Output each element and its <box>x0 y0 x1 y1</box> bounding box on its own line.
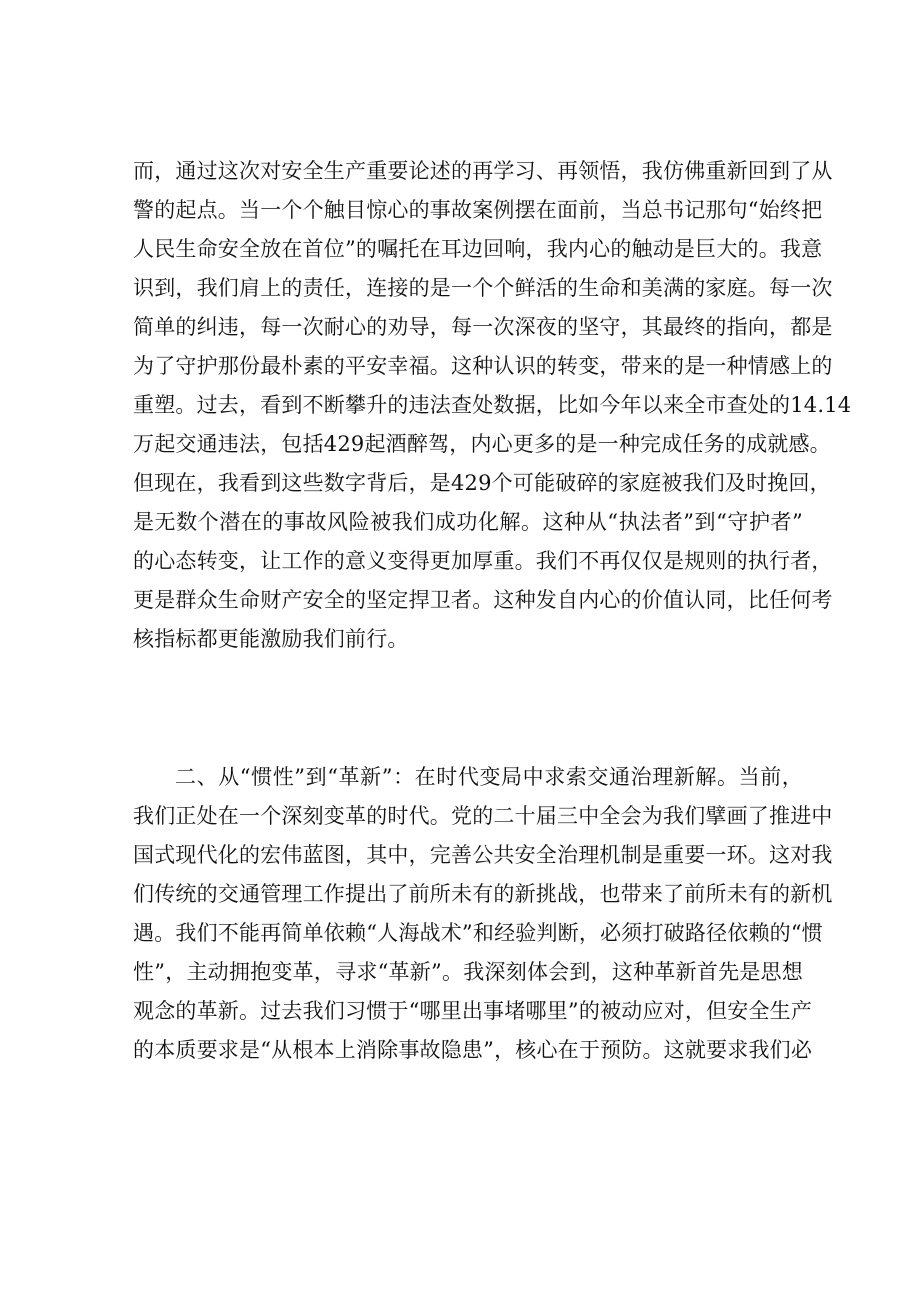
text-line: 国式现代化的宏伟蓝图，其中，完善公共安全治理机制是重要一环。这对我 <box>133 843 833 867</box>
text-line: 是无数个潜在的事故风险被我们成功化解。这种从“执法者”到“守护者” <box>133 510 803 534</box>
text-line: 识到，我们肩上的责任，连接的是一个个鲜活的生命和美满的家庭。每一次 <box>133 276 833 300</box>
text-line: 人民生命安全放在首位”的嘱托在耳边回响，我内心的触动是巨大的。我意 <box>133 237 823 261</box>
text-line: 重塑。过去，看到不断攀升的违法查处数据，比如今年以来全市查处的14.14 <box>133 393 852 417</box>
paragraph-section-two <box>133 758 833 1070</box>
text-line: 警的起点。当一个个触目惊心的事故案例摆在面前，当总书记那句“始终把 <box>133 198 823 222</box>
text-line: 为了守护那份最朴素的平安幸福。这种认识的转变，带来的是一种情感上的 <box>133 354 833 378</box>
text-line: 更是群众生命财产安全的坚定捍卫者。这种发自内心的价值认同，比任何考 <box>133 588 833 612</box>
text-line: 而，通过这次对安全生产重要论述的再学习、再领悟，我仿佛重新回到了从 <box>133 159 833 183</box>
text-line: 遇。我们不能再简单依赖“人海战术”和经验判断，必须打破路径依赖的“惯 <box>133 921 824 945</box>
text-line: 但现在，我看到这些数字背后，是429个可能破碎的家庭被我们及时挽回， <box>133 471 831 495</box>
text-line: 的本质要求是“从根本上消除事故隐患”，核心在于预防。这就要求我们必 <box>133 1038 813 1062</box>
text-line: 观念的革新。过去我们习惯于“哪里出事堵哪里”的被动应对，但安全生产 <box>133 999 813 1023</box>
section-heading-line: 二、从“惯性”到“革新”：在时代变局中求索交通治理新解。当前， <box>175 765 803 789</box>
text-line: 我们正处在一个深刻变革的时代。党的二十届三中全会为我们擘画了推进中 <box>133 804 833 828</box>
text-line: 简单的纠违，每一次耐心的劝导，每一次深夜的坚守，其最终的指向，都是 <box>133 315 833 339</box>
text-line: 的心态转变，让工作的意义变得更加厚重。我们不再仅仅是规则的执行者， <box>133 549 833 573</box>
text-line: 万起交通违法，包括429起酒醉驾，内心更多的是一种完成任务的成就感。 <box>133 432 831 456</box>
paragraph-continuation <box>133 152 852 659</box>
text-line: 性”，主动拥抱变革，寻求“革新”。我深刻体会到，这种革新首先是思想 <box>133 960 803 984</box>
text-line: 们传统的交通管理工作提出了前所未有的新挑战，也带来了前所未有的新机 <box>133 882 833 906</box>
text-line: 核指标都更能激励我们前行。 <box>133 627 409 651</box>
